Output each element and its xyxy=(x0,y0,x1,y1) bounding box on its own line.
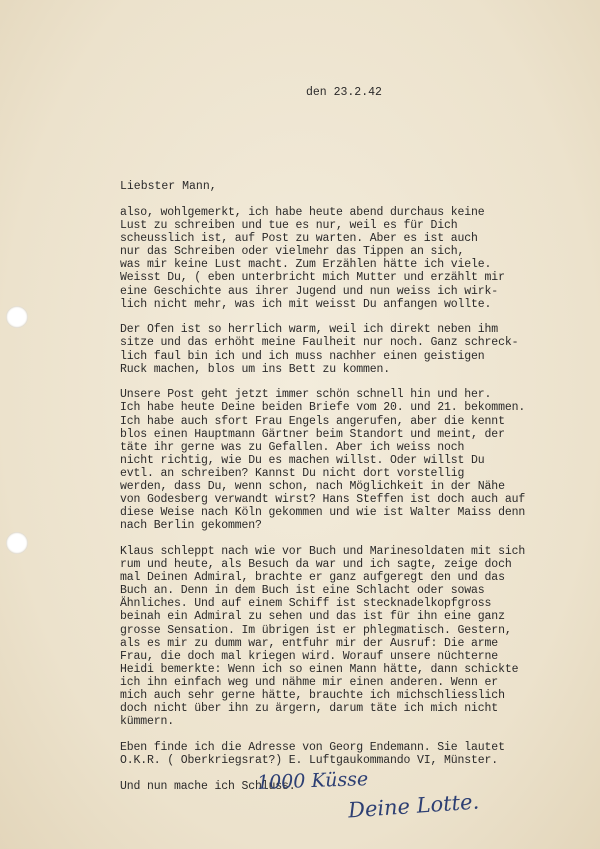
text-line: kümmern. xyxy=(120,715,175,729)
greeting: Liebster Mann, xyxy=(120,180,217,193)
text-line: Unsere Post geht jetzt immer schön schnell hin und her. xyxy=(120,388,492,402)
text-line: Ähnliches. Und auf einem Schiff ist stecknadelkopfgross xyxy=(120,597,492,611)
text-line: lich faul bin ich und ich muss nachher einen geistigen xyxy=(120,349,485,363)
text-line: nur das Schreiben oder vielmehr das Tippen an sich, xyxy=(120,245,465,259)
signature-name: Deine Lotte. xyxy=(347,789,480,823)
text-line: Heidi bemerkte: Wenn ich so einen Mann hätte, dann schickte xyxy=(120,662,519,676)
closing-line: Und nun mache ich Schluss. xyxy=(120,779,296,793)
signature-kisses: 1000 Küsse xyxy=(256,768,369,794)
text-line: werden, dass Du, wenn schon, nach Möglichkeit in der Nähe xyxy=(120,479,505,493)
text-line: rum und heute, als Besuch da war und ich sagte, zeige doch xyxy=(120,558,512,572)
text-line: sitze und das erhöht meine Faulheit nur noch. Ganz schreck- xyxy=(120,336,519,350)
paragraph xyxy=(120,388,590,532)
letter-body xyxy=(120,206,590,793)
paragraph xyxy=(120,206,590,311)
text-line: blos einen Hauptmann Gärtner beim Standort und meint, der xyxy=(120,427,505,441)
text-line: evtl. an schreiben? Kannst Du nicht dort vorstellig xyxy=(120,466,465,480)
text-line: Lust zu schreiben und tue es nur, weil es für Dich xyxy=(120,219,458,233)
text-line: mal Deinen Admiral, brachte er ganz aufgeregt den und das xyxy=(120,571,505,585)
text-line: Der Ofen ist so herrlich warm, weil ich direkt neben ihm xyxy=(120,323,499,337)
text-line: als es mir zu dumm war, entfuhr mir der Ausruf: Die arme xyxy=(120,636,499,650)
text-line: Ich habe auch sfort Frau Engels angerufen, aber die kennt xyxy=(120,414,505,428)
text-line: nicht richtig, wie Du es machen willst. Oder willst Du xyxy=(120,453,485,467)
letter-date: den 23.2.42 xyxy=(306,86,382,99)
text-line: diese Weise nach Köln gekommen und wie ist Walter Maiss denn xyxy=(120,506,526,520)
text-line: von Godesberg verwandt wirst? Hans Steffen ist doch auch auf xyxy=(120,493,526,507)
text-line: Weisst Du, ( eben unterbricht mich Mutter und erzählt mir xyxy=(120,271,505,285)
text-line: grosse Sensation. Im übrigen ist er phlegmatisch. Gestern, xyxy=(120,623,512,637)
punch-hole-bottom xyxy=(6,532,28,554)
text-line: Frau, die doch mal kriegen wird. Worauf unsere nüchterne xyxy=(120,649,499,663)
text-line: Ruck machen, blos um ins Bett zu kommen. xyxy=(120,362,391,376)
text-line: Buch an. Denn in dem Buch ist eine Schlacht oder sowas xyxy=(120,584,485,598)
text-line: beinah ein Admiral zu sehen und das ist für ihn eine ganz xyxy=(120,610,505,624)
paragraph xyxy=(120,741,590,767)
text-line: täte ihr gerne was zu Gefallen. Aber ich weiss noch xyxy=(120,440,465,454)
text-line: scheusslich ist, auf Post zu warten. Aber es ist auch xyxy=(120,232,478,246)
punch-hole-top xyxy=(6,306,28,328)
paragraph xyxy=(120,323,590,375)
text-line: Ich habe heute Deine beiden Briefe vom 20. und 21. bekommen. xyxy=(120,401,526,415)
text-line: O.K.R. ( Oberkriegsrat?) E. Luftgaukommando VI, Münster. xyxy=(120,753,499,767)
paragraph xyxy=(120,545,590,728)
text-line: was mir keine Lust macht. Zum Erzählen hätte ich viele. xyxy=(120,258,492,272)
text-line: Eben finde ich die Adresse von Georg Endemann. Sie lautet xyxy=(120,740,505,754)
text-line: eine Geschichte aus ihrer Jugend und nun weiss ich wirk- xyxy=(120,284,499,298)
text-line: Klaus schleppt nach wie vor Buch und Marinesoldaten mit sich xyxy=(120,544,526,558)
text-line: also, wohlgemerkt, ich habe heute abend durchaus keine xyxy=(120,206,485,219)
text-line: doch nicht über ihn zu ärgern, darum täte ich mich nicht xyxy=(120,702,499,716)
text-line: nach Berlin gekommen? xyxy=(120,519,262,533)
text-line: ich ihn einfach weg und nähme mir einen anderen. Wenn er xyxy=(120,675,499,689)
text-line: mich auch sehr gerne hätte, brauchte ich michschliesslich xyxy=(120,688,505,702)
text-line: lich nicht mehr, was ich mit weisst Du anfangen wollte. xyxy=(120,297,492,311)
